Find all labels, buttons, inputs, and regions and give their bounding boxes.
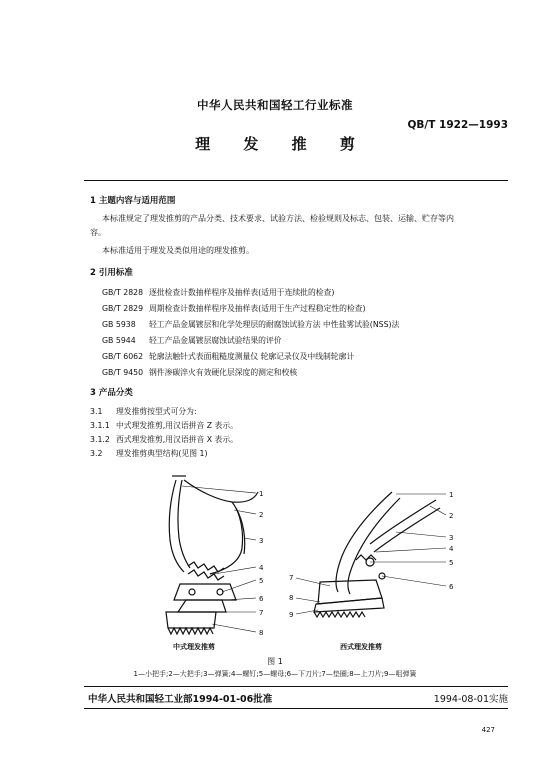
clause-number: 3.1.1 [90,421,110,430]
section-1-heading: 1 主题内容与适用范围 [90,196,176,206]
callout-number: 2 [259,511,264,519]
footer-rule-bottom [84,708,508,709]
page-number: 427 [481,726,495,734]
approval-note: 中华人民共和国轻工业部1994-01-06批准 [88,694,273,705]
clause-number: 3.1.2 [90,435,110,444]
standard-title: 中华人民共和国轻工行业标准 [197,98,353,112]
callout-number: 6 [449,583,454,591]
reference-code: GB/T 6062 [102,352,144,361]
callout-number: 5 [259,577,264,585]
reference-code: GB 5938 [102,320,136,329]
clause-text: 理发推剪典型结构(见图 1) [116,449,208,458]
chinese-clipper-leader-lines [182,486,256,632]
callout-number: 5 [449,559,454,567]
section-1-para1-line1: 本标准规定了理发推剪的产品分类、技术要求、试验方法、检验规则及标志、包装、运输、贮存等内 [102,214,454,223]
clause-number: 3.2 [90,449,103,458]
callout-number: 9 [289,611,294,619]
reference-title: 钢件渗碳淬火有效硬化层深度的测定和校核 [149,368,298,377]
callout-number: 8 [289,594,294,602]
figure-legend: 1—小把手;2—大把手;3—弹簧;4—螺钉;5—螺母;6—下刀片;7—垫圈;8—上刀片;9—咀弹簧 [133,670,417,678]
western-clipper-label: 西式理发推剪 [340,643,382,651]
reference-title: 周期检查计数抽样程序及抽样表(适用于生产过程稳定性的检查) [149,304,366,313]
document-title: 理 发 推 剪 [195,135,369,153]
footer-rule-top [84,686,508,687]
reference-code: GB 5944 [102,336,136,345]
reference-title: 轻工产品金属镀层和化学处理层的耐腐蚀试验方法 中性盐雾试验(NSS)法 [149,320,400,329]
callout-number: 8 [259,629,264,637]
callout-number: 3 [259,537,264,545]
reference-code: GB/T 9450 [102,368,144,377]
western-clipper-drawing [314,492,440,617]
callout-number: 7 [259,609,264,617]
figure-caption: 图 1 [267,657,283,666]
section-1-para2: 本标准适用于理发及类似用途的理发推剪。 [102,246,254,255]
section-3-heading: 3 产品分类 [90,388,133,398]
clause-text: 西式理发推剪,用汉语拼音 X 表示。 [116,435,238,444]
chinese-clipper-drawing [166,476,258,634]
callout-number: 4 [449,545,454,553]
callout-number: 7 [289,574,294,582]
callout-number: 3 [449,534,454,542]
implementation-date: 1994-08-01实施 [433,694,508,705]
section-2-heading: 2 引用标准 [90,268,133,278]
section-1-para1-line2: 容。 [90,228,106,237]
callout-number: 4 [259,564,264,572]
reference-code: GB/T 2829 [102,304,144,313]
reference-code: GB/T 2828 [102,288,144,297]
clause-number: 3.1 [90,407,103,416]
reference-title: 逐批检查计数抽样程序及抽样表(适用于连续批的检查) [149,288,335,297]
callout-number: 6 [259,595,264,603]
callout-number: 1 [449,491,454,499]
clause-text: 理发推剪按型式可分为: [116,407,197,416]
reference-title: 轮廓法触针式表面粗糙度测量仪 轮廓记录仪及中线制轮廓计 [149,352,355,361]
chinese-clipper-label: 中式理发推剪 [173,643,215,651]
reference-title: 轻工产品金属镀层腐蚀试验结果的评价 [149,336,282,345]
callout-number: 2 [449,512,454,520]
clause-text: 中式理发推剪,用汉语拼音 Z 表示。 [116,421,238,430]
standard-code: QB/T 1922—1993 [407,119,508,131]
callout-number: 1 [259,490,264,498]
